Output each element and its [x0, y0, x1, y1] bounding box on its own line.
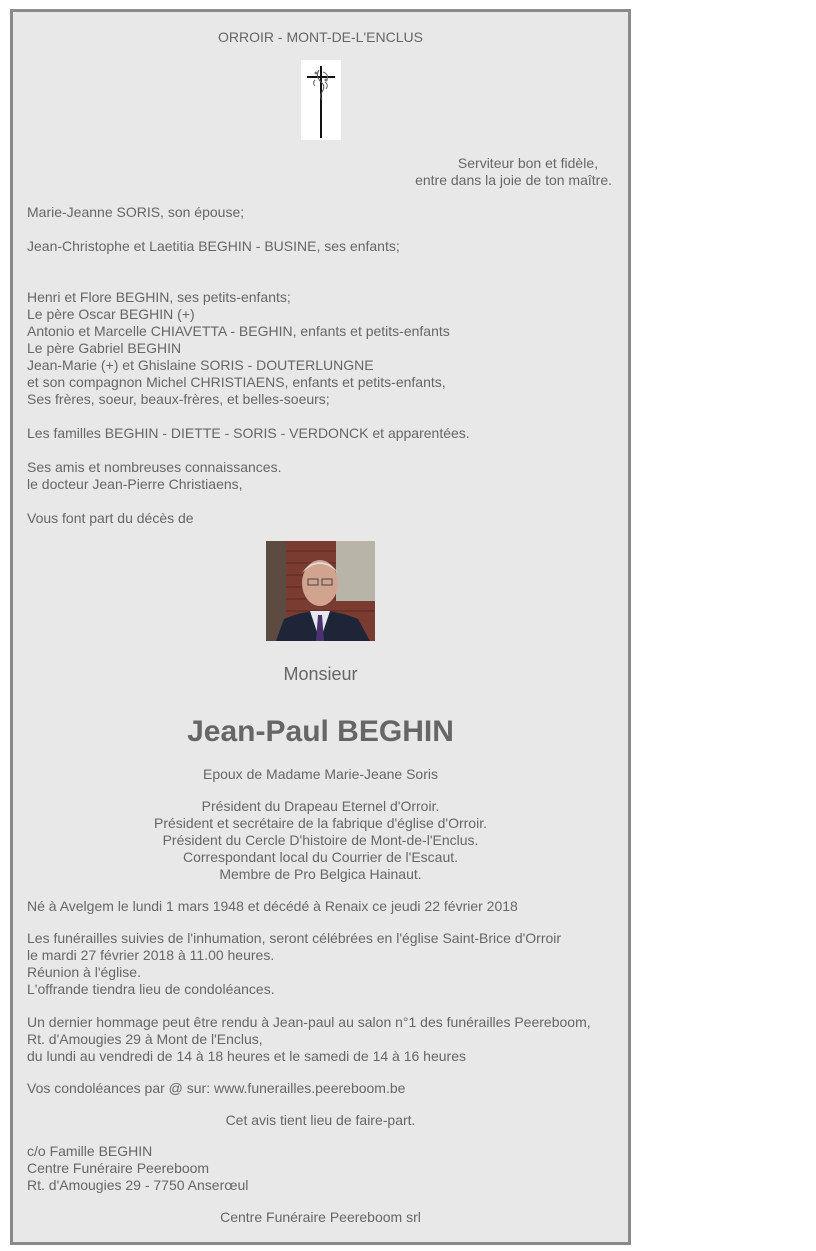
- contact-line: c/o Famille BEGHIN: [27, 1143, 153, 1159]
- birth-death-line: Né à Avelgem le lundi 1 mars 1948 et décédé à Renaix ce jeudi 22 février 2018: [27, 898, 518, 914]
- family-line: Henri et Flore BEGHIN, ses petits-enfants;: [27, 289, 291, 305]
- role-line: Président du Cercle D'histoire de Mont-de-l'Enclus.: [162, 832, 479, 848]
- role-line: Membre de Pro Belgica Hainaut.: [219, 866, 422, 882]
- condolences-link[interactable]: Vos condoléances par @ sur: www.funerailles.peereboom.be: [27, 1080, 406, 1096]
- friends-line: Ses amis et nombreuses connaissances.: [27, 459, 282, 475]
- funeral-line: Réunion à l'église.: [27, 964, 141, 980]
- honorific: Monsieur: [283, 664, 358, 684]
- tribute-block: [27, 1014, 591, 1065]
- family-block: [27, 289, 450, 408]
- footer-line: Centre Funéraire Peereboom srl: [220, 1209, 421, 1225]
- families-line: Les familles BEGHIN - DIETTE - SORIS - VERDONCK et apparentées.: [27, 425, 470, 441]
- roles-block: [13, 798, 628, 883]
- doctor-line: le docteur Jean-Pierre Christiaens,: [27, 476, 243, 492]
- contact-line: Centre Funéraire Peereboom: [27, 1160, 210, 1176]
- role-line: Correspondant local du Courrier de l'Escaut.: [182, 849, 459, 865]
- contact-line: Rt. d'Amougies 29 - 7750 Anserœul: [27, 1177, 249, 1193]
- funeral-block: [27, 930, 561, 998]
- announce-line: Vous font part du décès de: [27, 510, 194, 526]
- funeral-line: le mardi 27 février 2018 à 11.00 heures.: [27, 947, 275, 963]
- role-line: Président du Drapeau Eternel d'Orroir.: [201, 798, 440, 814]
- tribute-line: Un dernier hommage peut être rendu à Jean-paul au salon n°1 des funérailles Peereboom,: [27, 1014, 591, 1030]
- verse-line-1: Serviteur bon et fidèle,: [457, 155, 598, 171]
- family-line: Le père Gabriel BEGHIN: [27, 340, 182, 356]
- verse-line-2: entre dans la joie de ton maître.: [415, 172, 612, 188]
- family-line: Jean-Marie (+) et Ghislaine SORIS - DOUTERLUNGNE: [27, 357, 374, 373]
- role-line: Président et secrétaire de la fabrique d'église d'Orroir.: [154, 815, 487, 831]
- family-line: Le père Oscar BEGHIN (+): [27, 306, 195, 322]
- contact-block: [27, 1143, 248, 1194]
- location-heading: ORROIR - MONT-DE-L'ENCLUS: [218, 29, 423, 45]
- family-line: et son compagnon Michel CHRISTIAENS, enfants et petits-enfants,: [27, 374, 446, 390]
- funeral-line: Les funérailles suivies de l'inhumation, seront célébrées en l'église Saint-Brice d'Orroir: [27, 930, 562, 946]
- family-line: Antonio et Marcelle CHIAVETTA - BEGHIN, enfants et petits-enfants: [27, 323, 450, 339]
- spouse-of-line: Epoux de Madame Marie-Jeane Soris: [202, 766, 438, 782]
- notice-line: Cet avis tient lieu de faire-part.: [225, 1112, 416, 1128]
- tribute-line: du lundi au vendredi de 14 à 18 heures et le samedi de 14 à 16 heures: [27, 1048, 466, 1064]
- death-notice-card: [10, 9, 631, 1245]
- cross-icon: [301, 60, 341, 140]
- funeral-line: L'offrande tiendra lieu de condoléances.: [27, 981, 275, 997]
- children-line: Jean-Christophe et Laetitia BEGHIN - BUSINE, ses enfants;: [27, 238, 400, 254]
- family-line: Ses frères, soeur, beaux-frères, et belles-soeurs;: [27, 391, 330, 407]
- deceased-name: Jean-Paul BEGHIN: [187, 715, 454, 748]
- tribute-line: Rt. d'Amougies 29 à Mont de l'Enclus,: [27, 1031, 263, 1047]
- portrait-photo: [266, 541, 375, 641]
- spouse-line: Marie-Jeanne SORIS, son épouse;: [27, 204, 245, 220]
